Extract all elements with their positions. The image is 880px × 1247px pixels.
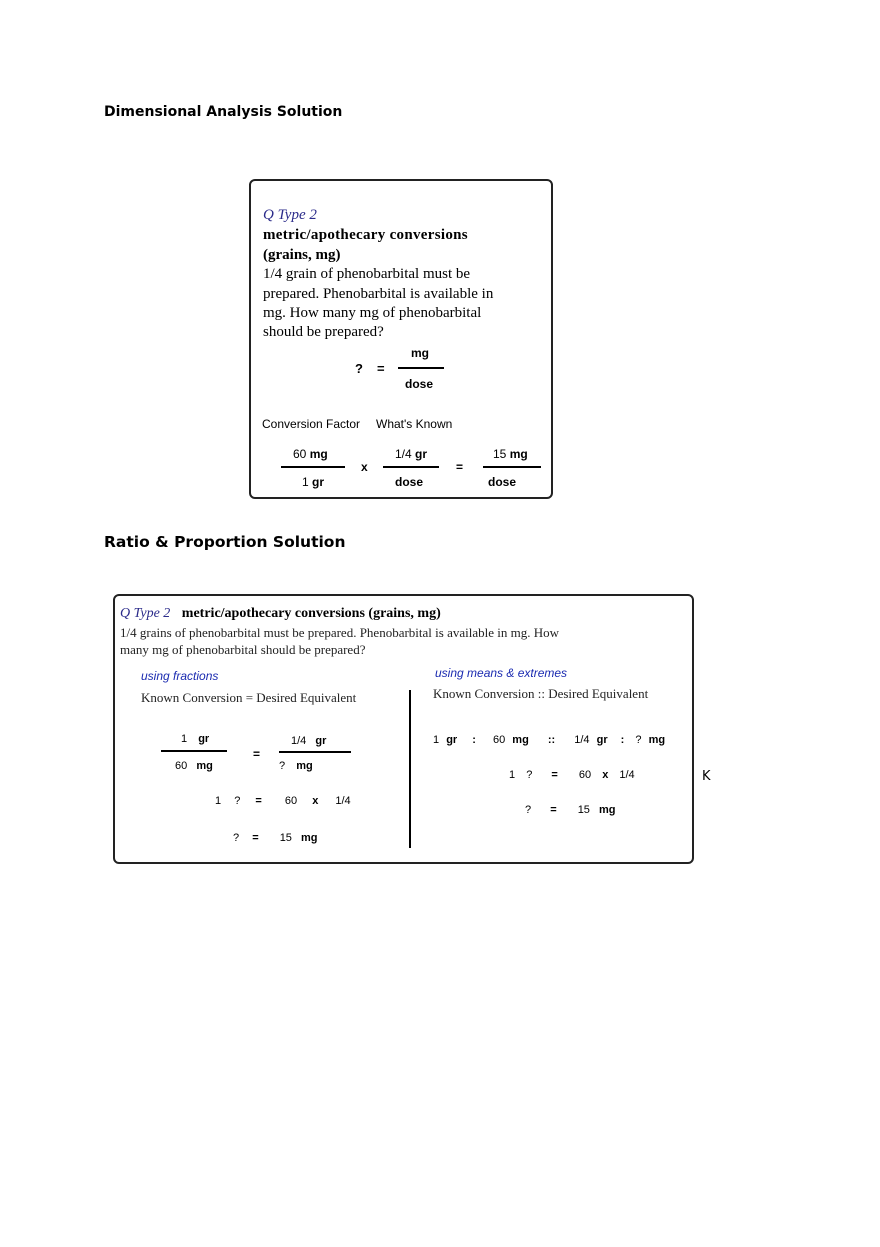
setup-numerator: mg: [411, 346, 429, 360]
term: :: [620, 734, 625, 746]
dimensional-analysis-heading: Dimensional Analysis Solution: [104, 104, 343, 120]
question-type-label: Q Type 2: [120, 606, 171, 621]
fraction1-bar: [161, 750, 227, 752]
result-bar: [483, 466, 541, 468]
means-step1: [509, 769, 635, 781]
unit: mg: [196, 760, 213, 772]
fractions-step1: [215, 795, 351, 807]
term: x: [602, 769, 609, 781]
term: mg: [512, 734, 529, 746]
problem-line: 1/4 grain of phenobarbital must be: [263, 266, 471, 282]
means-extremes-formula: Known Conversion :: Desired Equivalent: [433, 686, 649, 701]
problem-line: prepared. Phenobarbital is available in: [263, 286, 494, 302]
conversion-subtitle: (grains, mg): [263, 247, 341, 263]
fraction2-numerator: [291, 735, 326, 747]
setup-denominator: dose: [405, 377, 434, 391]
term: ?: [526, 769, 533, 781]
factor1-denominator: [302, 475, 324, 489]
term: mg: [301, 832, 318, 844]
term: 60: [492, 734, 506, 746]
problem-line: mg. How many mg of phenobarbital: [263, 305, 482, 321]
value: 60: [293, 447, 307, 461]
term: x: [312, 795, 319, 807]
setup-equals: =: [377, 361, 385, 376]
unit: gr: [315, 735, 327, 747]
unit: mg: [509, 447, 528, 461]
factor2-bar: [383, 466, 439, 468]
conversion-title: metric/apothecary conversions (grains, mg): [181, 606, 441, 621]
times-sign: x: [361, 460, 368, 474]
factor2-numerator: [395, 447, 427, 461]
term: ?: [525, 804, 532, 816]
value: 60: [175, 760, 188, 772]
ratio-proportion-figure: [113, 594, 694, 864]
term: ::: [547, 734, 556, 746]
term: :: [472, 734, 476, 746]
factor1-numerator: [293, 447, 328, 461]
term: 1: [433, 734, 440, 746]
factor1-bar: [281, 466, 345, 468]
fractions-formula: Known Conversion = Desired Equivalent: [141, 690, 357, 705]
term: 60: [578, 769, 592, 781]
term: ?: [234, 795, 241, 807]
unit: gr: [415, 447, 428, 461]
fractions-method-heading: using fractions: [141, 669, 219, 683]
fraction2-denominator: [279, 760, 313, 772]
value: 1/4: [291, 735, 307, 747]
term: 1/4: [619, 769, 635, 781]
term: =: [550, 804, 557, 816]
term: =: [551, 769, 558, 781]
value: 1: [181, 733, 188, 745]
dimensional-analysis-figure: [249, 179, 553, 499]
term: mg: [648, 734, 666, 746]
term: ?: [635, 734, 642, 746]
margin-mark: K: [702, 769, 711, 784]
fractions-step2: [233, 832, 318, 844]
term: 1/4: [335, 795, 351, 807]
fraction2-bar: [279, 751, 351, 753]
conversion-factor-label: Conversion Factor: [262, 417, 361, 431]
unit: mg: [309, 447, 328, 461]
term: =: [255, 795, 262, 807]
term: gr: [596, 734, 608, 746]
term: gr: [446, 734, 458, 746]
setup-question: ?: [355, 361, 363, 376]
fraction1-numerator: [181, 733, 209, 745]
value: 15: [493, 447, 507, 461]
unit: gr: [198, 733, 210, 745]
result-equals: =: [456, 460, 464, 474]
conversion-title: metric/apothecary conversions: [263, 227, 468, 243]
setup-fraction-bar: [398, 367, 444, 369]
unit: mg: [296, 760, 313, 772]
problem-line: 1/4 grains of phenobarbital must be prepared. Phenobarbital is available in mg. How: [120, 625, 559, 640]
question-type-label: Q Type 2: [263, 207, 317, 223]
whats-known-label: What's Known: [376, 417, 453, 431]
value: 1: [302, 475, 309, 489]
term: =: [252, 832, 259, 844]
term: 1: [215, 795, 222, 807]
figure-header: [120, 606, 441, 622]
means-extremes-heading: using means & extremes: [435, 666, 568, 680]
term: 60: [284, 795, 298, 807]
term: 1/4: [574, 734, 590, 746]
ratio-proportion-heading: Ratio & Proportion Solution: [104, 533, 346, 551]
value: ?: [279, 760, 286, 772]
unit: gr: [312, 475, 325, 489]
fraction1-denominator: [175, 760, 213, 772]
term: 15: [279, 832, 292, 844]
fractions-equals: =: [253, 747, 261, 761]
term: 1: [509, 769, 516, 781]
factor2-denominator: dose: [395, 475, 424, 489]
proportion-row: [433, 734, 665, 746]
value: 1/4: [395, 447, 412, 461]
term: mg: [599, 804, 616, 816]
result-denominator: dose: [488, 475, 517, 489]
column-divider: [409, 690, 411, 848]
term: 15: [577, 804, 590, 816]
problem-line: many mg of phenobarbital should be prepared?: [120, 642, 366, 657]
means-step2: [525, 804, 616, 816]
term: ?: [233, 832, 240, 844]
result-numerator: [493, 447, 528, 461]
problem-line: should be prepared?: [263, 324, 384, 340]
